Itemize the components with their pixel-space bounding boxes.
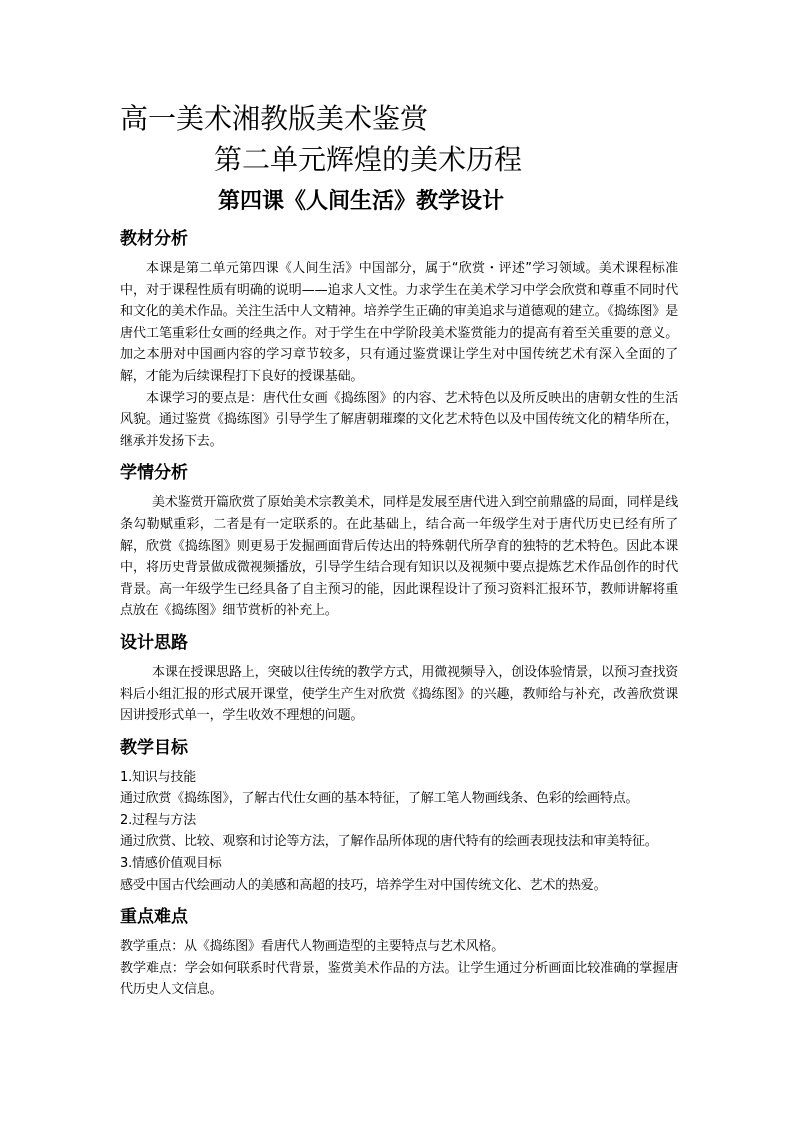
unit-title: 第二单元辉煌的美术历程 (214, 143, 523, 176)
keypoint-focus: 教学重点：从《捣练图》看唐代人物画造型的主要特点与艺术风格。 (120, 939, 505, 955)
goal-item-1-label: 1.知识与技能 (120, 769, 197, 785)
lesson-title: 第四课《人间生活》教学设计 (218, 188, 505, 214)
section-heading-goals: 教学目标 (120, 737, 188, 758)
section-keypoints (120, 900, 678, 1001)
section-heading-keypoints: 重点难点 (120, 907, 188, 928)
section-design (120, 626, 678, 727)
section-goals (120, 731, 678, 897)
goal-item-3-label: 3.情感价值观目标 (120, 856, 222, 872)
design-paragraph-1: 本课在授课思路上，突破以往传统的教学方式，用微视频导入，创设体验情景，以预习查找资料后小组汇报的形式展开课堂，使学生产生对欣赏《捣练图》的兴趣，教师给与补充，改善欣赏课因讲授形式单一，学生收效不理想的问题。 (120, 664, 678, 724)
keypoint-difficulty: 教学难点：学会如何联系时代背景，鉴赏美术作品的方法。让学生通过分析画面比较准确的掌握唐代历史人文信息。 (120, 960, 678, 998)
goal-item-2-label: 2.过程与方法 (120, 812, 197, 828)
section-heading-design: 设计思路 (120, 632, 188, 653)
section-learners (120, 456, 678, 622)
analysis-paragraph-2: 本课学习的要点是：唐代仕女画《捣练图》的内容、艺术特色以及所反映出的唐朝女性的生活风貌。通过鉴赏《捣练图》引导学生了解唐朝璀璨的文化艺术特色以及中国传统文化的精华所在，继承并发扬下去。 (120, 390, 678, 449)
learners-paragraph-1: 美术鉴赏开篇欣赏了原始美术宗教美术，同样是发展至唐代进入到空前鼎盛的局面，同样是线条勾勒赋重彩，二者是有一定联系的。在此基础上，结合高一年级学生对于唐代历史已经有所了解，欣赏《捣练图》则更易于发掘画面背后传达出的特殊朝代所孕育的独特的艺术特色。因此本课中，将历史背景做成微视频播放，引导学生结合现有知识以及视频中要点提炼艺术作品创作的时代背景。高一年级学生已经具备了自主预习的能，因此课程设计了预习资料汇报环节，教师讲解将重点放在《捣练图》细节赏析的补充上。 (120, 495, 678, 619)
section-heading-learners: 学情分析 (120, 463, 188, 484)
goal-item-1-text: 通过欣赏《捣练图》，了解古代仕女画的基本特征，了解工笔人物画线条、色彩的绘画特点。 (120, 791, 639, 807)
document-title: 高一美术湘教版美术鉴赏 (120, 102, 429, 135)
goal-item-3-text: 感受中国古代绘画动人的美感和高超的技巧，培养学生对中国传统文化、艺术的热爱。 (120, 877, 607, 893)
goal-item-2-text: 通过欣赏、比较、观察和讨论等方法，了解作品所体现的唐代特有的绘画表现技法和审美特征。 (120, 834, 658, 850)
section-heading-analysis: 教材分析 (120, 229, 188, 249)
document-body (120, 228, 678, 1001)
section-analysis (120, 228, 678, 452)
analysis-paragraph-1: 本课是第二单元第四课《人间生活》中国部分，属于“欣赏・评述”学习领域。美术课程标准中，对于课程性质有明确的说明——追求人文性。力求学生在美术学习中学会欣赏和尊重不同时代和文化的美术作品。关注生活中人文精神。培养学生正确的审美追求与道德观的建立。《捣练图》是唐代工笔重彩仕女画的经典之作。对于学生在中学阶段美术鉴赏能力的提高有着至关重要的意义。加之本册对中国画内容的学习章节较多，只有通过鉴赏课让学生对中国传统艺术有深入全面的了解，才能为后续课程打下良好的授课基础。 (120, 261, 678, 384)
